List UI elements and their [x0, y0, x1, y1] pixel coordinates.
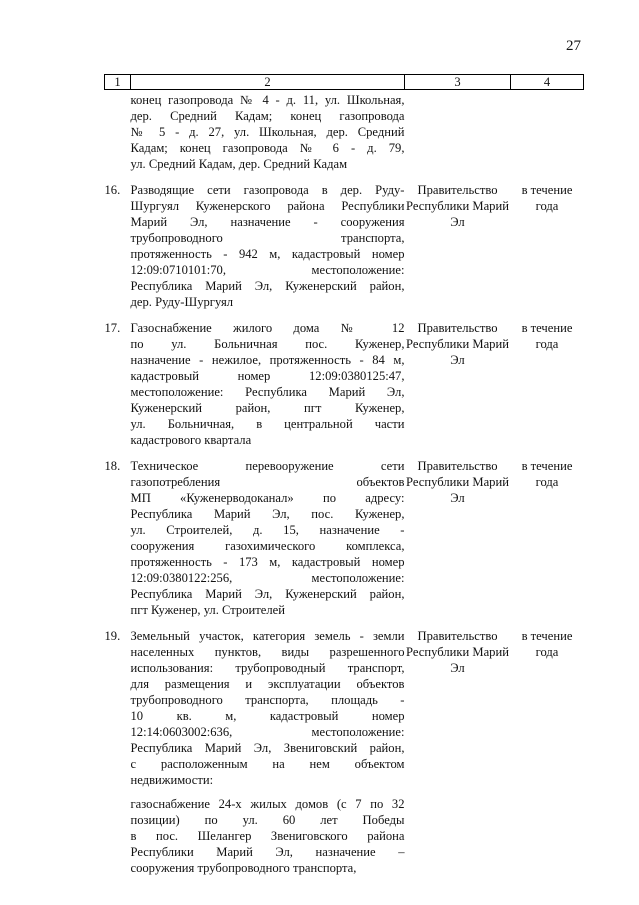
description-line: газоснабжение 24-х жилых домов (с 7 по 32 — [130, 797, 405, 811]
description-line: Республика Марий Эл, Куженерский район, — [130, 279, 405, 293]
description-line: протяженность - 173 м, кадастровый номер — [130, 555, 405, 569]
description-line: Республика Марий Эл, пос. Куженер, — [130, 507, 405, 521]
description-line: по ул. Больничная пос. Куженер, — [130, 337, 405, 351]
row-number — [105, 90, 131, 175]
row-number: 18. — [104, 459, 121, 473]
description-line: протяженность - 942 м, кадастровый номер — [130, 247, 405, 261]
deadline: в течение года — [521, 183, 573, 213]
description-line: трубопроводного транспорта, — [130, 231, 405, 245]
object-description — [131, 620, 405, 878]
description-line: кадастровый номер 12:09:0380125:47, — [130, 369, 405, 383]
responsible-organization — [405, 90, 511, 175]
description-line: населенных пунктов, виды разрешенного — [130, 645, 405, 659]
description-line: использования: трубопроводный транспорт, — [130, 661, 405, 675]
description-line: Кадам; конец газопровода № 6 - д. 79, — [130, 141, 405, 155]
description-line: Куженерский район, пгт Куженер, — [130, 401, 405, 415]
column-header: 3 — [405, 75, 511, 90]
deadline: в течение года — [521, 629, 573, 659]
description-line: ул. Больничная, в центральной части — [130, 417, 405, 431]
deadline: в течение года — [521, 459, 573, 489]
deadline — [511, 90, 584, 175]
table-row — [105, 312, 584, 450]
column-header: 4 — [511, 75, 584, 90]
description-line: с расположенным на нем объектом — [130, 757, 405, 771]
object-description — [131, 90, 405, 175]
description-line: назначение - нежилое, протяженность - 84 м, — [130, 353, 405, 367]
row-number: 17. — [104, 321, 121, 335]
description-line: дер. Руду-Шургуял — [130, 295, 234, 309]
description-line: 12:09:0710101:70, местоположение: — [130, 263, 405, 277]
description-line: Шургуял Куженерского района Республики — [130, 199, 405, 213]
table-row — [105, 174, 584, 312]
deadline: в течение года — [521, 321, 573, 351]
description-line: Техническое перевооружение сети — [130, 459, 405, 473]
row-number: 19. — [104, 629, 121, 643]
object-description — [131, 312, 405, 450]
table-body — [105, 90, 584, 879]
description-line: недвижимости: — [130, 773, 214, 787]
description-line: местоположение: Республика Марий Эл, — [130, 385, 405, 399]
column-header: 1 — [105, 75, 131, 90]
responsible-organization: Правительство Республики Марий Эл — [406, 183, 509, 229]
description-line: ул. Средний Кадам, дер. Средний Кадам — [130, 157, 348, 171]
description-line: МП «Куженерводоканал» по адресу: — [130, 491, 405, 505]
description-line: газопотребления объектов — [130, 475, 405, 489]
description-line: Земельный участок, категория земель - земли — [130, 629, 405, 643]
document-table — [104, 74, 584, 878]
description-line: ул. Строителей, д. 15, назначение - — [130, 523, 405, 537]
column-header: 2 — [131, 75, 405, 90]
description-line: Разводящие сети газопровода в дер. Руду- — [130, 183, 405, 197]
table-header-row — [105, 75, 584, 90]
page-number: 27 — [566, 38, 581, 54]
description-line: дер. Средний Кадам; конец газопровода — [130, 109, 405, 123]
description-line: Республики Марий Эл, назначение – — [130, 845, 405, 859]
object-description — [131, 174, 405, 312]
description-line: Марий Эл, назначение - сооружения — [130, 215, 405, 229]
responsible-organization: Правительство Республики Марий Эл — [406, 629, 509, 675]
table-row — [105, 620, 584, 878]
description-line: пгт Куженер, ул. Строителей — [130, 603, 285, 617]
object-description — [131, 450, 405, 620]
description-line: позиции) по ул. 60 лет Победы — [130, 813, 405, 827]
description-line: 12:14:0603002:636, местоположение: — [130, 725, 405, 739]
description-line: в пос. Шелангер Звениговского района — [130, 829, 405, 843]
description-line: Газоснабжение жилого дома № 12 — [130, 321, 405, 335]
description-line: 10 кв. м, кадастровый номер — [130, 709, 405, 723]
description-line: 12:09:0380122:256, местоположение: — [130, 571, 405, 585]
table-row — [105, 450, 584, 620]
responsible-organization: Правительство Республики Марий Эл — [406, 321, 509, 367]
description-line: № 5 - д. 27, ул. Школьная, дер. Средний — [130, 125, 405, 139]
row-number: 16. — [104, 183, 121, 197]
description-line: для размещения и эксплуатации объектов — [130, 677, 405, 691]
description-line: Республика Марий Эл, Куженерский район, — [130, 587, 405, 601]
description-line: Республика Марий Эл, Звениговский район, — [130, 741, 405, 755]
description-line: конец газопровода № 4 - д. 11, ул. Школьная, — [130, 93, 405, 107]
description-line: сооружения газохимического комплекса, — [130, 539, 405, 553]
description-line: трубопроводного транспорта, площадь - — [130, 693, 405, 707]
responsible-organization: Правительство Республики Марий Эл — [406, 459, 509, 505]
table-row — [105, 90, 584, 175]
description-line: кадастрового квартала — [130, 433, 252, 447]
description-line: сооружения трубопроводного транспорта, — [130, 861, 357, 875]
